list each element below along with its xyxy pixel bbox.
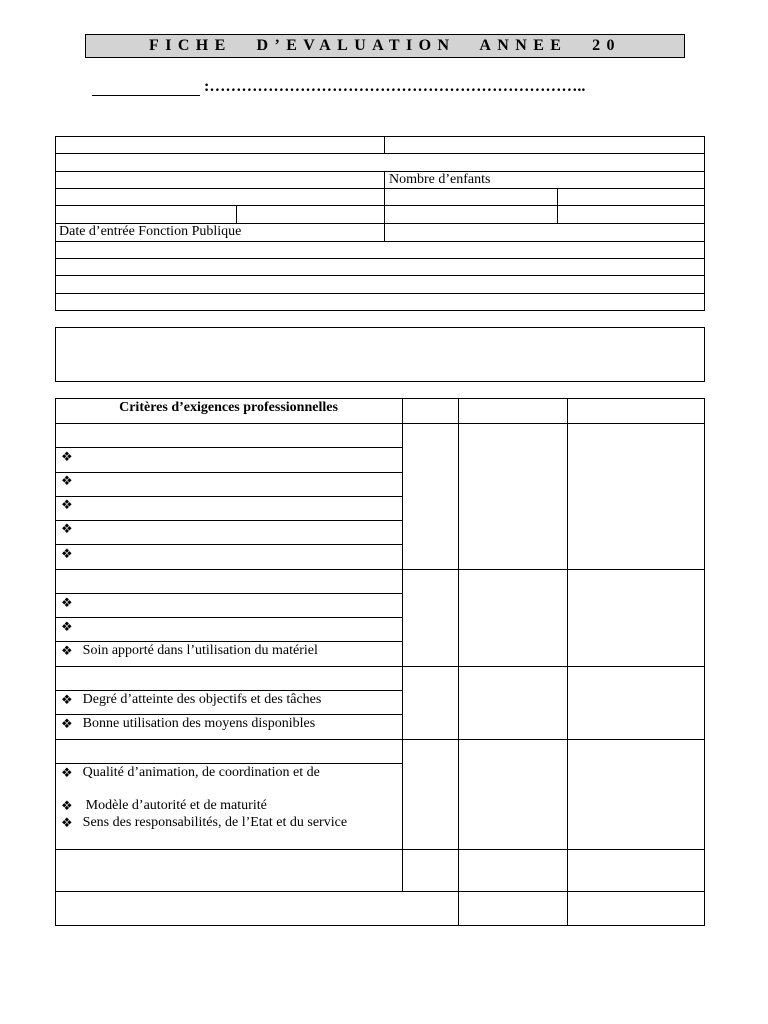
criteria-subrow-divider (55, 641, 402, 642)
criteria-column-header: Critères d’exigences professionnelles (119, 400, 338, 415)
identity-col-divider (384, 171, 385, 241)
criteria-subrow-divider (55, 690, 402, 691)
bullet-icon: ❖ (61, 716, 73, 731)
identity-row-divider (55, 275, 705, 276)
criteria-table (55, 398, 705, 926)
bullet-icon: ❖ (61, 692, 73, 707)
criteria-item-label: Bonne utilisation des moyens disponibles (82, 716, 316, 731)
bullet-icon: ❖ (61, 595, 73, 610)
bullet-icon: ❖ (61, 521, 73, 536)
criteria-item (61, 521, 83, 537)
comment-box[interactable] (55, 327, 705, 382)
identity-row-divider (55, 258, 705, 259)
identity-row-divider (55, 153, 705, 154)
criteria-item (61, 619, 83, 635)
identity-row-divider (55, 171, 705, 172)
identity-row-divider (55, 241, 705, 242)
criteria-item-label: Sens des responsabilités, de l’Etat et du service (82, 815, 348, 830)
identity-col-divider (557, 188, 558, 223)
name-blank-line[interactable] (92, 82, 200, 96)
criteria-subrow-divider (55, 763, 402, 764)
criteria-subrow-divider (55, 472, 402, 473)
criteria-subrow-divider (55, 520, 402, 521)
name-dotted-line: :…………………………………………………………….. (204, 78, 586, 95)
criteria-col-divider (458, 398, 459, 926)
bullet-icon: ❖ (61, 765, 73, 780)
identity-row-divider (55, 188, 705, 189)
bullet-icon: ❖ (61, 619, 73, 634)
bullet-icon: ❖ (61, 798, 73, 813)
bullet-icon: ❖ (61, 815, 73, 830)
bullet-icon: ❖ (61, 473, 73, 488)
criteria-subrow-divider (55, 593, 402, 594)
criteria-item (61, 473, 83, 489)
children-count-label: Nombre d’enfants (389, 172, 491, 187)
criteria-section-divider (55, 849, 705, 850)
criteria-header-divider (55, 423, 705, 424)
criteria-section-divider (55, 569, 705, 570)
criteria-item-label: Soin apporté dans l’utilisation du matériel (82, 643, 318, 658)
criteria-item (61, 595, 83, 611)
identity-row-divider (55, 293, 705, 294)
criteria-item (61, 497, 83, 513)
bullet-icon: ❖ (61, 449, 73, 464)
identity-col-divider (236, 205, 237, 223)
criteria-subrow-divider (55, 714, 402, 715)
criteria-subrow-divider (55, 617, 402, 618)
criteria-item (61, 449, 83, 465)
criteria-col-divider (402, 398, 403, 891)
criteria-item-means-usage (61, 716, 315, 732)
criteria-subrow-divider (55, 544, 402, 545)
identity-row-divider (55, 205, 705, 206)
criteria-section-divider (55, 739, 705, 740)
bullet-icon: ❖ (61, 546, 73, 561)
criteria-item-label: Degré d’atteinte des objectifs et des tâches (82, 692, 322, 707)
criteria-section-divider (55, 666, 705, 667)
identity-col-divider (384, 136, 385, 153)
criteria-subrow-divider (55, 447, 402, 448)
criteria-section-divider (55, 891, 705, 892)
criteria-item-label: Modèle d’autorité et de maturité (85, 798, 267, 813)
bullet-icon: ❖ (61, 643, 73, 658)
criteria-item-label: Qualité d’animation, de coordination et de (82, 765, 320, 780)
criteria-item-objectives-attainment (61, 692, 321, 708)
criteria-subrow-divider (55, 496, 402, 497)
criteria-col-divider (567, 398, 568, 926)
bullet-icon: ❖ (61, 497, 73, 512)
form-title: FICHE D’EVALUATION ANNEE 20 (85, 34, 685, 58)
criteria-item-animation-quality (61, 765, 320, 781)
public-service-entry-date-label: Date d’entrée Fonction Publique (59, 224, 242, 239)
criteria-item-authority-model (61, 798, 267, 814)
criteria-item (61, 546, 83, 562)
criteria-item-responsibility-sense (61, 815, 347, 831)
criteria-item-material-care (61, 643, 318, 659)
